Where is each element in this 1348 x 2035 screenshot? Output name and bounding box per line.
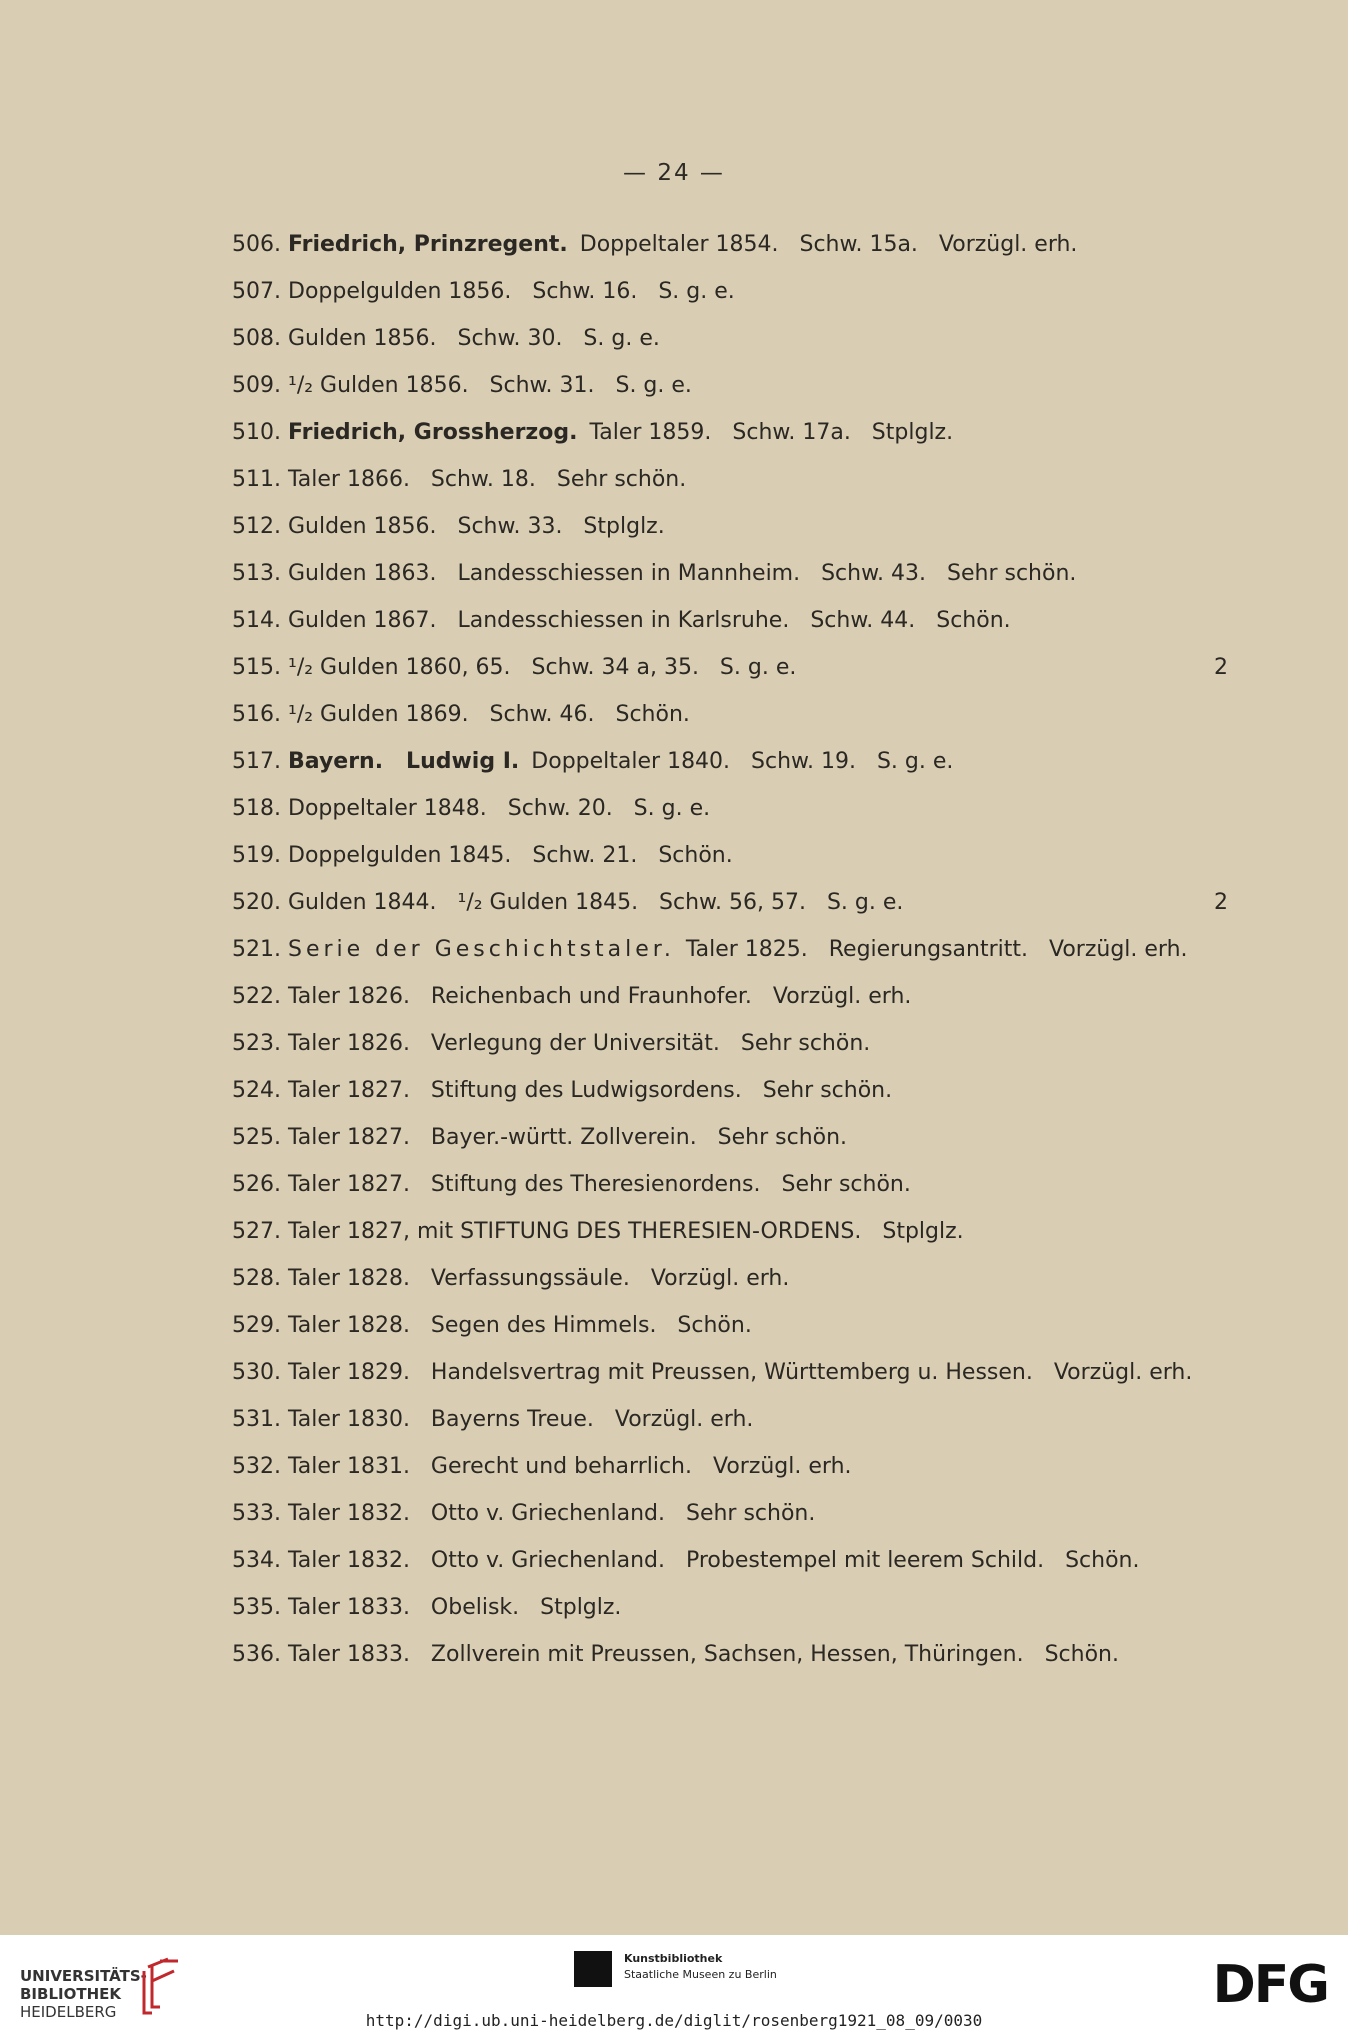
entry-number: 532.: [232, 1454, 281, 1479]
entry-margin-note: 2: [1214, 655, 1228, 680]
catalog-entry: [232, 1548, 1228, 1582]
university-library-logo-icon: [138, 1957, 182, 2017]
entry-number: 528.: [232, 1266, 281, 1291]
entry-description: Gulden 1844. ¹/₂ Gulden 1845. Schw. 56, 57. S. g. e.: [288, 890, 904, 915]
entry-heading: Friedrich, Grossherzog.: [288, 420, 578, 445]
entry-number: 513.: [232, 561, 281, 586]
entry-number: 523.: [232, 1031, 281, 1056]
catalog-entry: [232, 467, 1228, 501]
entry-number: 511.: [232, 467, 281, 492]
entry-description: Taler 1833. Obelisk. Stplglz.: [288, 1595, 622, 1620]
entry-description: Taler 1828. Segen des Himmels. Schön.: [288, 1313, 752, 1338]
entry-number: 529.: [232, 1313, 281, 1338]
catalog-entry: [232, 1595, 1228, 1629]
entry-description: ¹/₂ Gulden 1869. Schw. 46. Schön.: [288, 702, 690, 727]
catalog-entry: [232, 1642, 1228, 1676]
catalog-entry: [232, 420, 1228, 454]
entry-description: Doppeltaler 1848. Schw. 20. S. g. e.: [288, 796, 711, 821]
source-url-link[interactable]: http://digi.ub.uni-heidelberg.de/diglit/rosenberg1921_08_09/0030: [365, 2011, 983, 2030]
entry-number: 518.: [232, 796, 281, 821]
entry-description: Taler 1827. Stiftung des Theresienordens. Sehr schön.: [288, 1172, 911, 1197]
catalog-entry: [232, 326, 1228, 360]
entry-description: Doppelgulden 1856. Schw. 16. S. g. e.: [288, 279, 735, 304]
entry-number: 506.: [232, 232, 281, 257]
uni-line-1: UNIVERSITÄTS-: [20, 1967, 147, 1985]
catalog-entry: [232, 984, 1228, 1018]
entry-description: Taler 1827. Stiftung des Ludwigsordens. Sehr schön.: [288, 1078, 893, 1103]
catalog-entry: [232, 655, 1228, 689]
footer-bar: [0, 1935, 1348, 2035]
entry-description: Taler 1830. Bayerns Treue. Vorzügl. erh.: [288, 1407, 754, 1432]
catalog-entry: [232, 561, 1228, 595]
entry-description: Doppelgulden 1845. Schw. 21. Schön.: [288, 843, 733, 868]
catalog-entry: [232, 279, 1228, 313]
entry-description: Taler 1829. Handelsvertrag mit Preussen, Württemberg u. Hessen. Vorzügl. erh.: [288, 1360, 1193, 1385]
entry-description: Taler 1832. Otto v. Griechenland. Sehr schön.: [288, 1501, 816, 1526]
entry-number: 520.: [232, 890, 281, 915]
entry-number: 507.: [232, 279, 281, 304]
entry-description: Taler 1826. Verlegung der Universität. Sehr schön.: [288, 1031, 871, 1056]
entry-number: 508.: [232, 326, 281, 351]
entry-number: 514.: [232, 608, 281, 633]
entry-number: 515.: [232, 655, 281, 680]
entry-number: 521.: [232, 937, 281, 962]
entry-number: 531.: [232, 1407, 281, 1432]
catalog-entry: [232, 796, 1228, 830]
entry-description: Gulden 1856. Schw. 30. S. g. e.: [288, 326, 660, 351]
entry-number: 510.: [232, 420, 281, 445]
entry-number: 524.: [232, 1078, 281, 1103]
uni-line-2: BIBLIOTHEK: [20, 1985, 121, 2003]
catalog-entry: [232, 1172, 1228, 1206]
entry-number: 517.: [232, 749, 281, 774]
entry-description: Taler 1831. Gerecht und beharrlich. Vorzügl. erh.: [288, 1454, 852, 1479]
catalog-entry: [232, 608, 1228, 642]
entry-number: 525.: [232, 1125, 281, 1150]
entry-description: Gulden 1856. Schw. 33. Stplglz.: [288, 514, 665, 539]
entry-number: 527.: [232, 1219, 281, 1244]
entry-description: Taler 1866. Schw. 18. Sehr schön.: [288, 467, 687, 492]
catalog-entry: [232, 373, 1228, 407]
entry-description: Taler 1859. Schw. 17a. Stplglz.: [589, 420, 954, 445]
dfg-logo[interactable]: DFG: [1212, 1955, 1328, 2015]
catalog-entry: [232, 232, 1228, 266]
entry-description: ¹/₂ Gulden 1856. Schw. 31. S. g. e.: [288, 373, 692, 398]
entry-number: 530.: [232, 1360, 281, 1385]
entry-description: Gulden 1863. Landesschiessen in Mannheim. Schw. 43. Sehr schön.: [288, 561, 1077, 586]
catalog-entry: [232, 1360, 1228, 1394]
entry-number: 516.: [232, 702, 281, 727]
entry-number: 533.: [232, 1501, 281, 1526]
entry-number: 509.: [232, 373, 281, 398]
catalog-entry: [232, 1266, 1228, 1300]
entry-description: Taler 1832. Otto v. Griechenland. Probestempel mit leerem Schild. Schön.: [288, 1548, 1140, 1573]
entry-description: Taler 1827, mit STIFTUNG DES THERESIEN-ORDENS. Stplglz.: [288, 1219, 964, 1244]
entry-heading: Bayern. Ludwig I.: [288, 749, 520, 774]
catalog-entry: [232, 702, 1228, 736]
uni-line-3: HEIDELBERG: [20, 2003, 117, 2021]
entry-number: 526.: [232, 1172, 281, 1197]
catalog-entry: [232, 514, 1228, 548]
catalog-entry: [232, 749, 1228, 783]
catalog-entry: [232, 1078, 1228, 1112]
entry-number: 519.: [232, 843, 281, 868]
catalog-entry: [232, 1031, 1228, 1065]
kb-line-1: Kunstbibliothek: [624, 1952, 723, 1965]
catalog-entry: [232, 843, 1228, 877]
entry-description: ¹/₂ Gulden 1860, 65. Schw. 34 a, 35. S. g. e.: [288, 655, 797, 680]
entry-margin-note: 2: [1214, 890, 1228, 915]
catalog-entry: [232, 937, 1228, 971]
entry-description: Doppeltaler 1840. Schw. 19. S. g. e.: [531, 749, 954, 774]
entry-number: 522.: [232, 984, 281, 1009]
entry-description: Taler 1825. Regierungsantritt. Vorzügl. erh.: [685, 937, 1188, 962]
catalog-entry: [232, 890, 1228, 924]
entry-number: 535.: [232, 1595, 281, 1620]
entry-description: Taler 1826. Reichenbach und Fraunhofer. Vorzügl. erh.: [288, 984, 912, 1009]
entry-description: Doppeltaler 1854. Schw. 15a. Vorzügl. erh.: [579, 232, 1078, 257]
catalog-entry: [232, 1125, 1228, 1159]
kunstbibliothek-logo-text[interactable]: [624, 1951, 777, 1983]
kb-line-2: Staatliche Museen zu Berlin: [624, 1968, 777, 1981]
entry-number: 534.: [232, 1548, 281, 1573]
catalog-entry: [232, 1407, 1228, 1441]
entry-heading: Friedrich, Prinzregent.: [288, 232, 568, 257]
entry-number: 512.: [232, 514, 281, 539]
kunstbibliothek-logo-icon: [574, 1951, 612, 1987]
catalog-entry: [232, 1219, 1228, 1253]
catalog-entry: [232, 1454, 1228, 1488]
entry-number: 536.: [232, 1642, 281, 1667]
entry-description: Taler 1833. Zollverein mit Preussen, Sachsen, Hessen, Thüringen. Schön.: [288, 1642, 1119, 1667]
entry-series-heading: Serie der Geschichtstaler.: [288, 937, 686, 962]
catalog-entry: [232, 1501, 1228, 1535]
page-number: — 24 —: [623, 160, 725, 186]
entry-description: Taler 1828. Verfassungssäule. Vorzügl. erh.: [288, 1266, 790, 1291]
catalog-entry: [232, 1313, 1228, 1347]
entry-description: Taler 1827. Bayer.-württ. Zollverein. Sehr schön.: [288, 1125, 848, 1150]
entry-description: Gulden 1867. Landesschiessen in Karlsruhe. Schw. 44. Schön.: [288, 608, 1011, 633]
